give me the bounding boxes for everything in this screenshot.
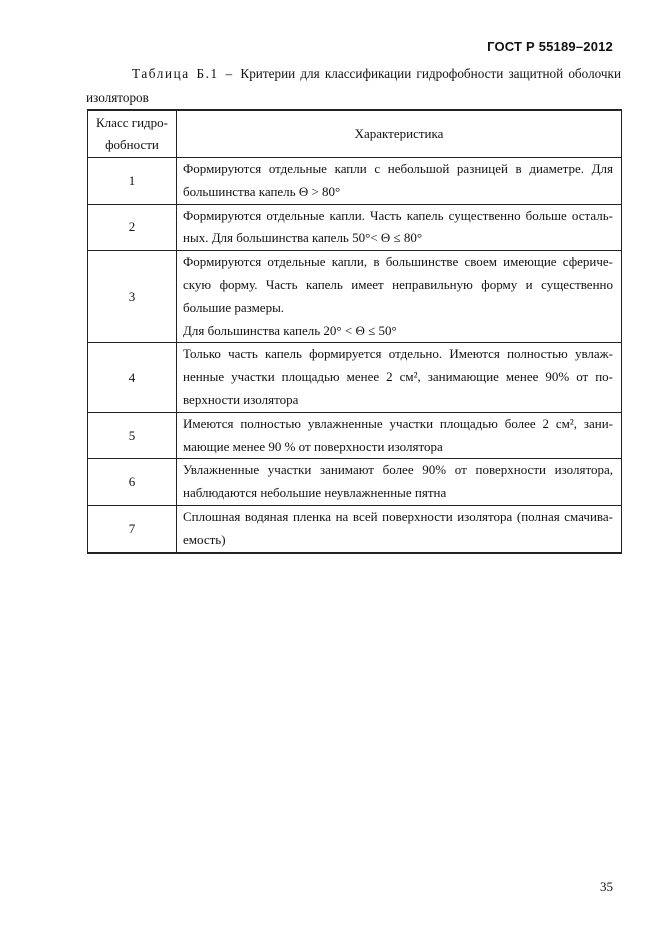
characteristic-line: большие размеры. bbox=[183, 299, 285, 315]
row-class-value: 1 bbox=[88, 158, 177, 205]
row-class-value: 3 bbox=[88, 251, 177, 343]
row-class-value: 7 bbox=[88, 505, 177, 552]
column-header-class-line-1: Класс гидро- bbox=[96, 115, 168, 130]
row-characteristic bbox=[177, 343, 622, 412]
table-row bbox=[88, 204, 622, 251]
table-body bbox=[88, 158, 622, 553]
characteristic-line: мающие менее 90 % от поверхности изолятора bbox=[183, 438, 443, 454]
hydrophobicity-criteria-table bbox=[87, 109, 622, 554]
table-caption bbox=[86, 62, 621, 110]
characteristic-line: большинства капель Θ > 80° bbox=[183, 183, 341, 199]
caption-line-2: изоляторов bbox=[86, 90, 149, 105]
table-row bbox=[88, 251, 622, 343]
caption-line-1 bbox=[86, 62, 621, 86]
characteristic-line: емость) bbox=[183, 531, 226, 547]
characteristic-line: Имеются полностью увлажненные участки площадью более 2 см², зани- bbox=[183, 415, 613, 431]
characteristic-line: Формируются отдельные капли, в большинстве своем имеющие сфериче- bbox=[183, 254, 613, 270]
row-class-value: 6 bbox=[88, 459, 177, 506]
characteristic-line: верхности изолятора bbox=[183, 391, 299, 407]
row-characteristic bbox=[177, 158, 622, 205]
page-number: 35 bbox=[600, 879, 613, 894]
characteristic-line: скую форму. Часть капель имеет неправильную форму и существенно bbox=[183, 276, 613, 292]
table-header-row bbox=[88, 110, 622, 158]
caption-table-label: Таблица Б.1 – bbox=[132, 66, 241, 81]
table-row bbox=[88, 412, 622, 459]
table-row bbox=[88, 158, 622, 205]
row-characteristic bbox=[177, 204, 622, 251]
row-class-value: 5 bbox=[88, 412, 177, 459]
characteristic-line: Формируются отдельные капли с небольшой разницей в диаметре. Для bbox=[183, 161, 613, 176]
column-header-class-line-2: фобности bbox=[105, 137, 159, 152]
table-row bbox=[88, 505, 622, 552]
caption-title: Критерии для классификации гидрофобности защитной оболочки bbox=[240, 66, 621, 81]
characteristic-line: Сплошная водяная пленка на всей поверхности изолятора (полная смачива- bbox=[183, 508, 613, 524]
row-class-value: 4 bbox=[88, 343, 177, 412]
characteristic-line: ненные участки площадью менее 2 см², занимающие менее 90% от по- bbox=[183, 369, 613, 385]
column-header-characteristic: Характеристика bbox=[177, 110, 622, 158]
characteristic-line: наблюдаются небольшие неувлажненные пятна bbox=[183, 485, 447, 501]
table-row bbox=[88, 459, 622, 506]
characteristic-line: Только часть капель формируется отдельно. Имеются полностью увлаж- bbox=[183, 346, 613, 362]
row-characteristic bbox=[177, 505, 622, 552]
row-characteristic bbox=[177, 251, 622, 343]
table-row bbox=[88, 343, 622, 412]
document-standard-number: ГОСТ Р 55189–2012 bbox=[487, 39, 613, 54]
column-header-class bbox=[88, 110, 177, 158]
row-class-value: 2 bbox=[88, 204, 177, 251]
row-characteristic bbox=[177, 412, 622, 459]
characteristic-line: Формируются отдельные капли. Часть капель существенно больше осталь- bbox=[183, 207, 613, 223]
characteristic-line: Увлажненные участки занимают более 90% от поверхности изолятора, bbox=[183, 462, 613, 478]
characteristic-line: Для большинства капель 20° < Θ ≤ 50° bbox=[183, 322, 397, 338]
characteristic-line: ных. Для большинства капель 50°< Θ ≤ 80° bbox=[183, 230, 423, 246]
row-characteristic bbox=[177, 459, 622, 506]
